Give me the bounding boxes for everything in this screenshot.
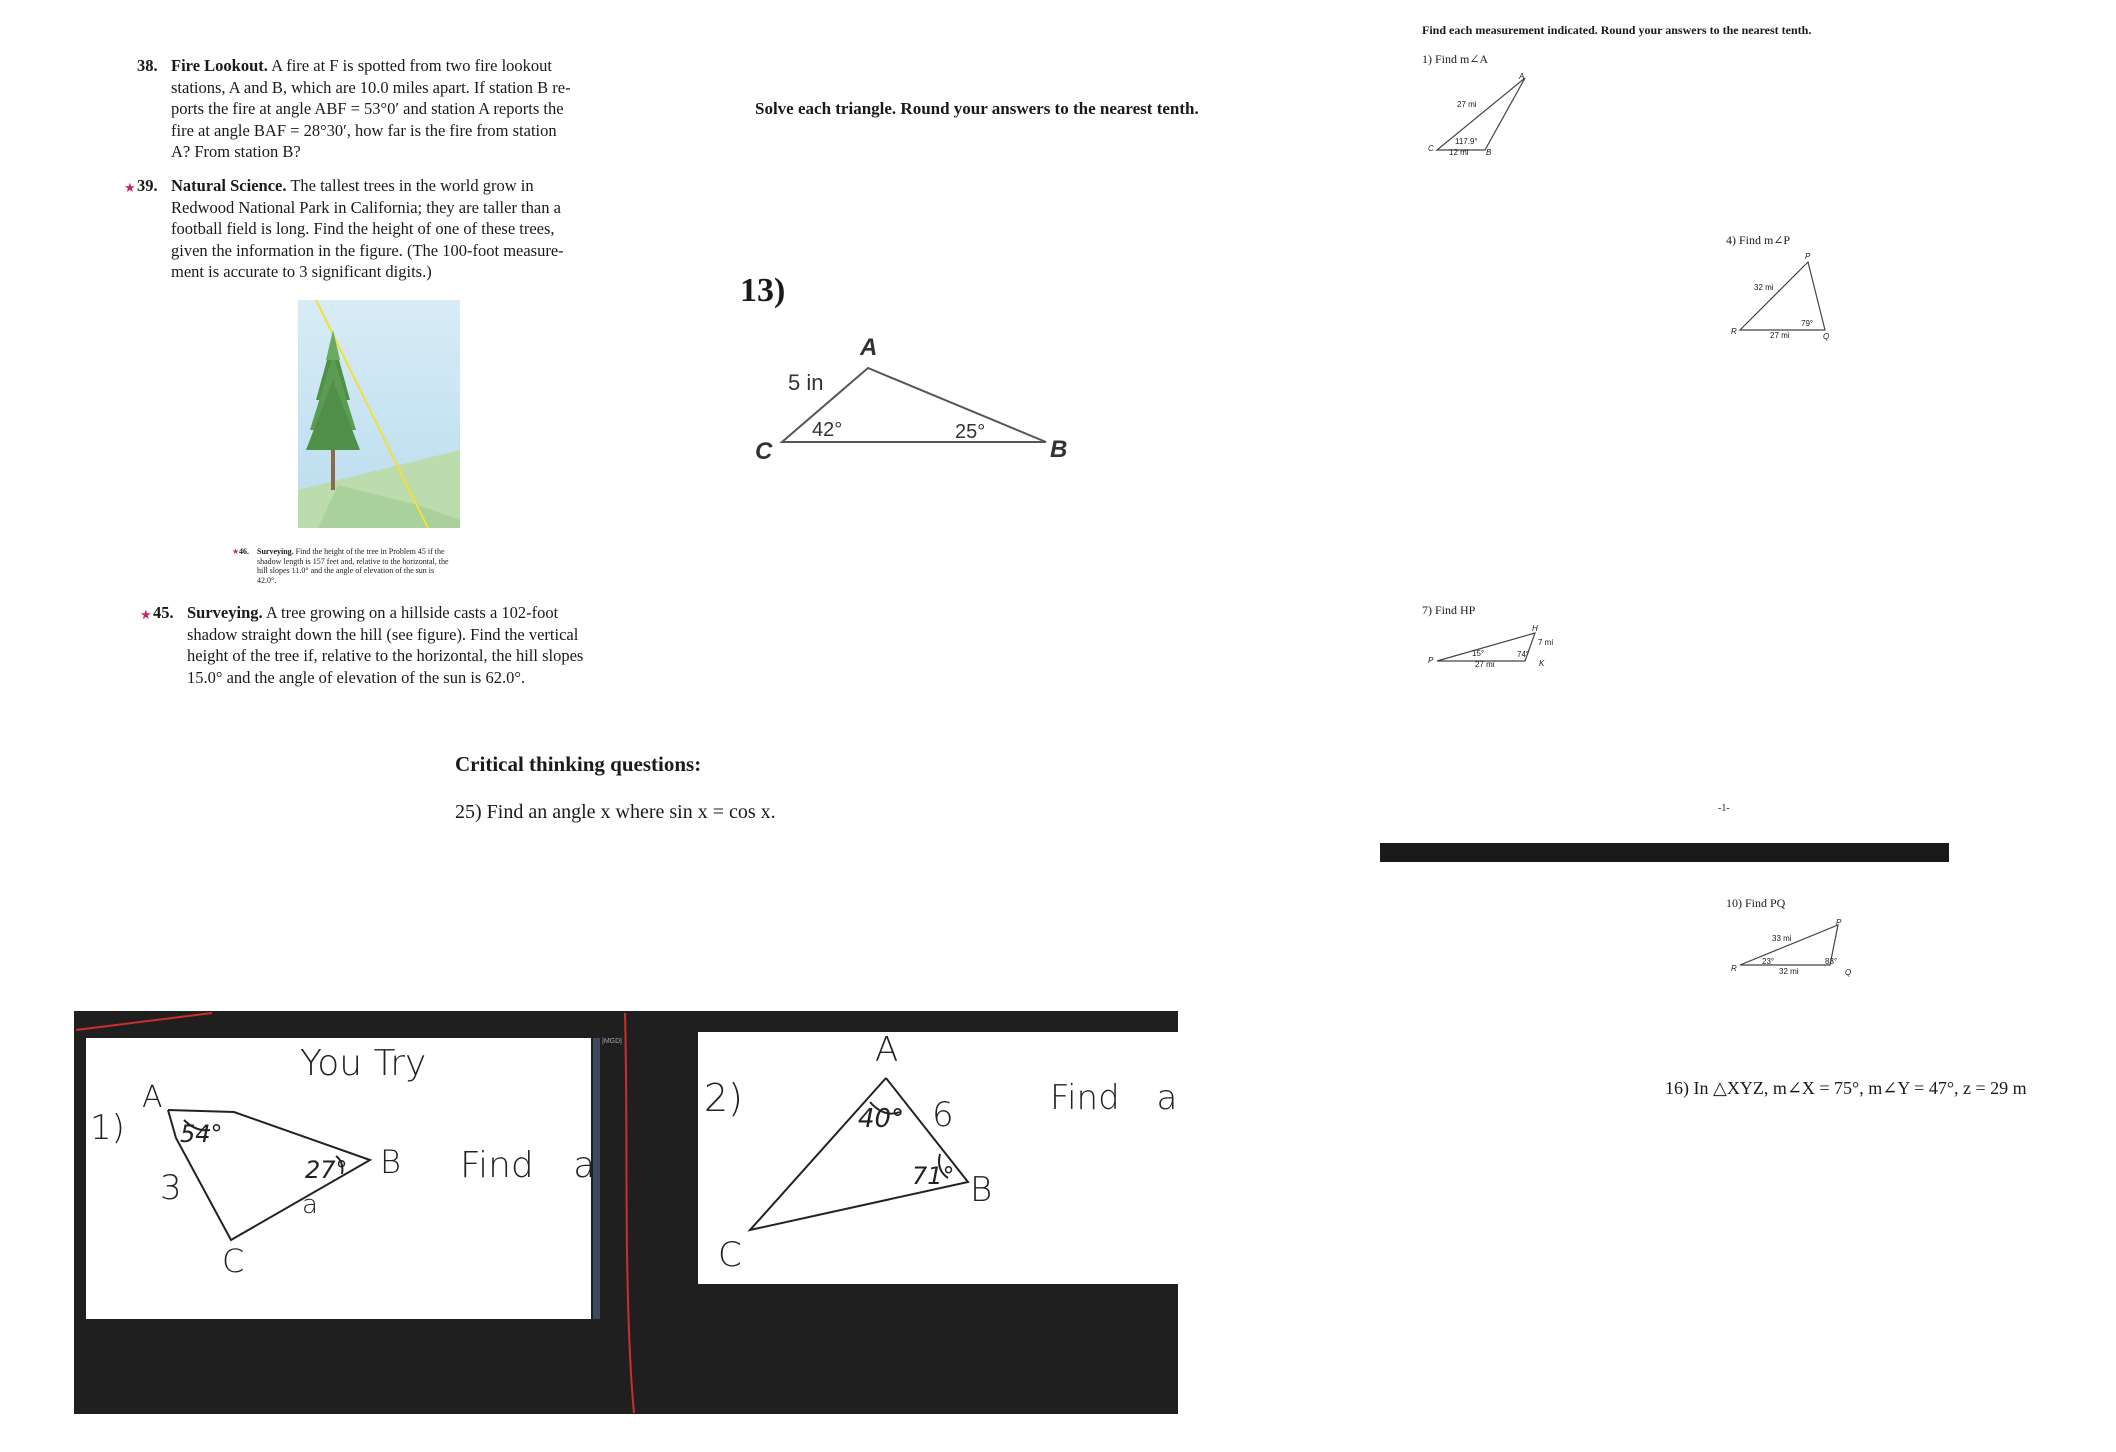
side-ca-label: 5 in (788, 370, 824, 395)
panel-tag: |MGD| (602, 1038, 622, 1045)
question-16: 16) In △XYZ, m∠X = 75°, m∠Y = 47°, z = 29 m (1665, 1078, 2027, 1098)
question-1-triangle (1425, 68, 1545, 163)
hw-side-c: 3 (160, 1168, 182, 1208)
angle-c-label: 42° (812, 419, 843, 441)
problem-39-title: Natural Science. (171, 176, 287, 195)
problem-13-number: 13) (740, 272, 786, 309)
hw-angle-a: 54° (180, 1120, 223, 1148)
you-try-title: You Try (300, 1043, 427, 1084)
hw-vertex-b: B (380, 1143, 401, 1181)
star-icon: ★ (140, 607, 152, 622)
hw2-angle-b: 71° (912, 1162, 955, 1190)
hw-find-a-1: Find a (460, 1145, 596, 1186)
question-10-triangle (1730, 915, 1850, 975)
problem-38-number: 38. (137, 56, 158, 75)
question-4-label: 4) Find m∠P (1726, 233, 1791, 247)
solve-instruction: Solve each triangle. Round your answers to the nearest tenth. (755, 99, 1199, 118)
measurement-instruction: Find each measurement indicated. Round your answers to the nearest tenth. (1422, 23, 1812, 37)
hw-vertex-c: C (222, 1242, 245, 1280)
problem-39-number: 39. (137, 176, 158, 195)
problem-13-triangle (750, 330, 1090, 470)
problem-45-number: 45. (153, 603, 174, 622)
problem-45: ★ 45. Surveying. A tree growing on a hillside casts a 102-foot shadow straight down the hill (see figure). Find the vertical height of the tree if, relative to the horizontal, the hill slopes 15.0° and the angle of elevation of the sun is 62.0°. (140, 603, 584, 687)
hw-vertex-a: A (142, 1080, 163, 1115)
vertex-a-label: A (860, 334, 878, 361)
vertex-b-label: B (1050, 436, 1068, 463)
hw2-vertex-a: A (875, 1030, 899, 1070)
problem-1-number: 1) (90, 1108, 125, 1148)
hw-angle-b: 27° (305, 1156, 348, 1184)
hw-side-a: a (302, 1190, 318, 1220)
vertex-c-label: C (755, 438, 773, 465)
problem-39: ★ 39. Natural Science. The tallest trees in the world grow in Redwood National Park in California; they are taller than a football field is long. Find the height of one of these trees, given the information in the figure. (The 100-foot measure- ment is accurate to 3 significant digits.) (124, 176, 564, 281)
critical-heading: Critical thinking questions: (455, 752, 702, 776)
question-1-label: 1) Find m∠A (1422, 52, 1489, 66)
problem-38-title: Fire Lookout. (171, 56, 268, 75)
question-4-triangle (1730, 250, 1840, 340)
question-10-label: 10) Find PQ (1726, 896, 1786, 910)
star-icon: ★ (124, 180, 136, 195)
angle-b-label: 25° (955, 421, 986, 443)
problem-38: 38. Fire Lookout. A fire at F is spotted from two fire lookout stations, A and B, which are 10.0 miles apart. If station B re- ports the fire at angle ABF = 53°0′ and station A reports the fire at angle BAF = 28°30′, how far is the fire from station A? From station B? (137, 56, 571, 161)
hw2-vertex-b: B (970, 1170, 993, 1210)
hw2-vertex-c: C (718, 1235, 742, 1275)
handwritten-triangle-2 (698, 1032, 1178, 1284)
page-separator-bar (1380, 843, 1949, 862)
question-25: 25) Find an angle x where sin x = cos x. (455, 801, 776, 823)
page-number: -1- (1718, 803, 1730, 814)
hw2-angle-a: 40° (858, 1104, 905, 1134)
question-7-label: 7) Find HP (1422, 603, 1476, 617)
problem-45-title: Surveying. (187, 603, 263, 622)
hw2-side-c: 6 (932, 1095, 954, 1135)
hw-find-a-2: Find a (1050, 1078, 1178, 1118)
problem-46: ★ 46. Surveying. Find the height of the tree in Problem 45 if the shadow length is 157 feet and, relative to the horizontal, the hill slopes 11.0° and the angle of elevation of the sun is 42.0°. (232, 547, 449, 585)
redwood-tree-figure (298, 300, 460, 528)
problem-2-number: 2) (704, 1076, 744, 1120)
